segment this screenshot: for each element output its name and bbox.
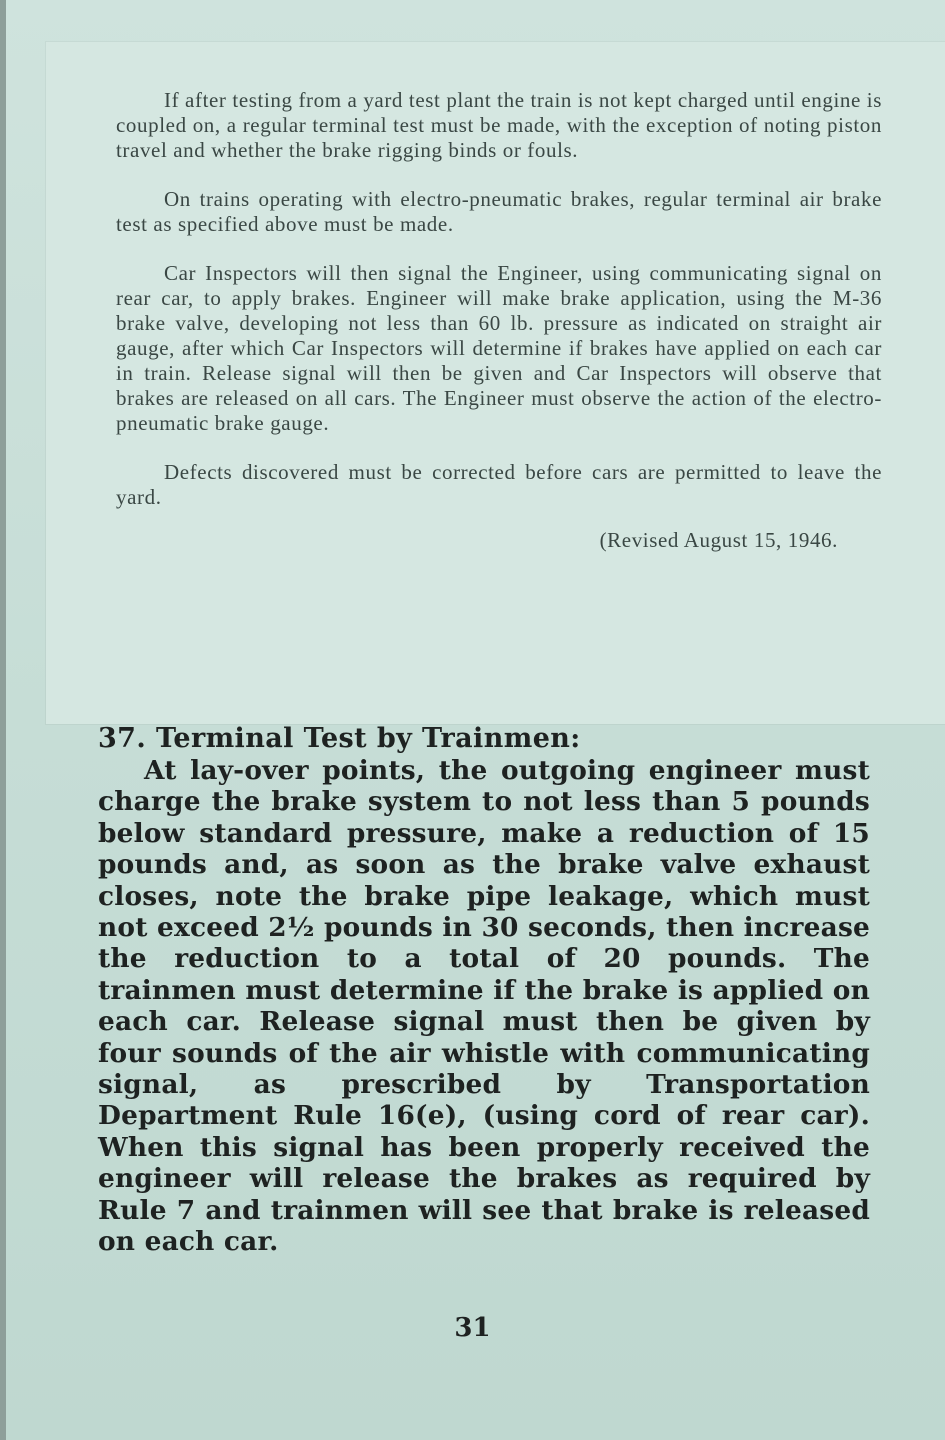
page-number: 31 xyxy=(454,1313,491,1343)
rule-body: At lay-over points, the outgoing engineer must charge the brake system to not less than 5 pounds below standard pressure, make a reduction of 15 pounds and, as soon as the brake valve exhaust closes, note the brake pipe leakage, which must not exceed 2½ pounds in 30 seconds, then increase the reduction to a total of 20 pounds. The trainmen must determine if the brake is applied on each car. Release signal must then be given by four sounds of the air whistle with communicating signal, as prescribed by Transportation Department Rule 16(e), (using cord of rear car). When this signal has been properly received the engineer will release the brakes as required by Rule 7 and trainmen will see that brake is released on each car. xyxy=(98,755,870,1258)
slip-paragraph-car-inspectors: Car Inspectors will then signal the Engineer, using communicating signal on rear car, to apply brakes. Engineer will make brake application, using the M-36 brake valve, developing not less than 60 lb. pressure as indicated on straight air gauge, after which Car Inspectors will determine if brakes have applied on each car in train. Release signal will then be given and Car Inspectors will observe that brakes are released on all cars. The Engineer must observe the action of the electro-pneumatic brake gauge. xyxy=(116,261,882,435)
slip-paragraph-electro-pneumatic: On trains operating with electro-pneumatic brakes, regular terminal air brake test as specified above must be made. xyxy=(116,187,882,236)
slip-paragraph-defects: Defects discovered must be corrected before cars are permitted to leave the yard. xyxy=(116,460,882,509)
revision-slip-text xyxy=(116,88,882,577)
slip-paragraph-yard-test: If after testing from a yard test plant the train is not kept charged until engine is coupled on, a regular terminal test must be made, with the exception of noting piston travel and whether the brake rigging binds or fouls. xyxy=(116,88,882,162)
revised-date-note: (Revised August 15, 1946. xyxy=(599,528,838,552)
rule-37-section xyxy=(98,723,870,1258)
page-binding-edge xyxy=(0,0,6,1440)
rule-heading: 37. Terminal Test by Trainmen: xyxy=(98,723,581,754)
